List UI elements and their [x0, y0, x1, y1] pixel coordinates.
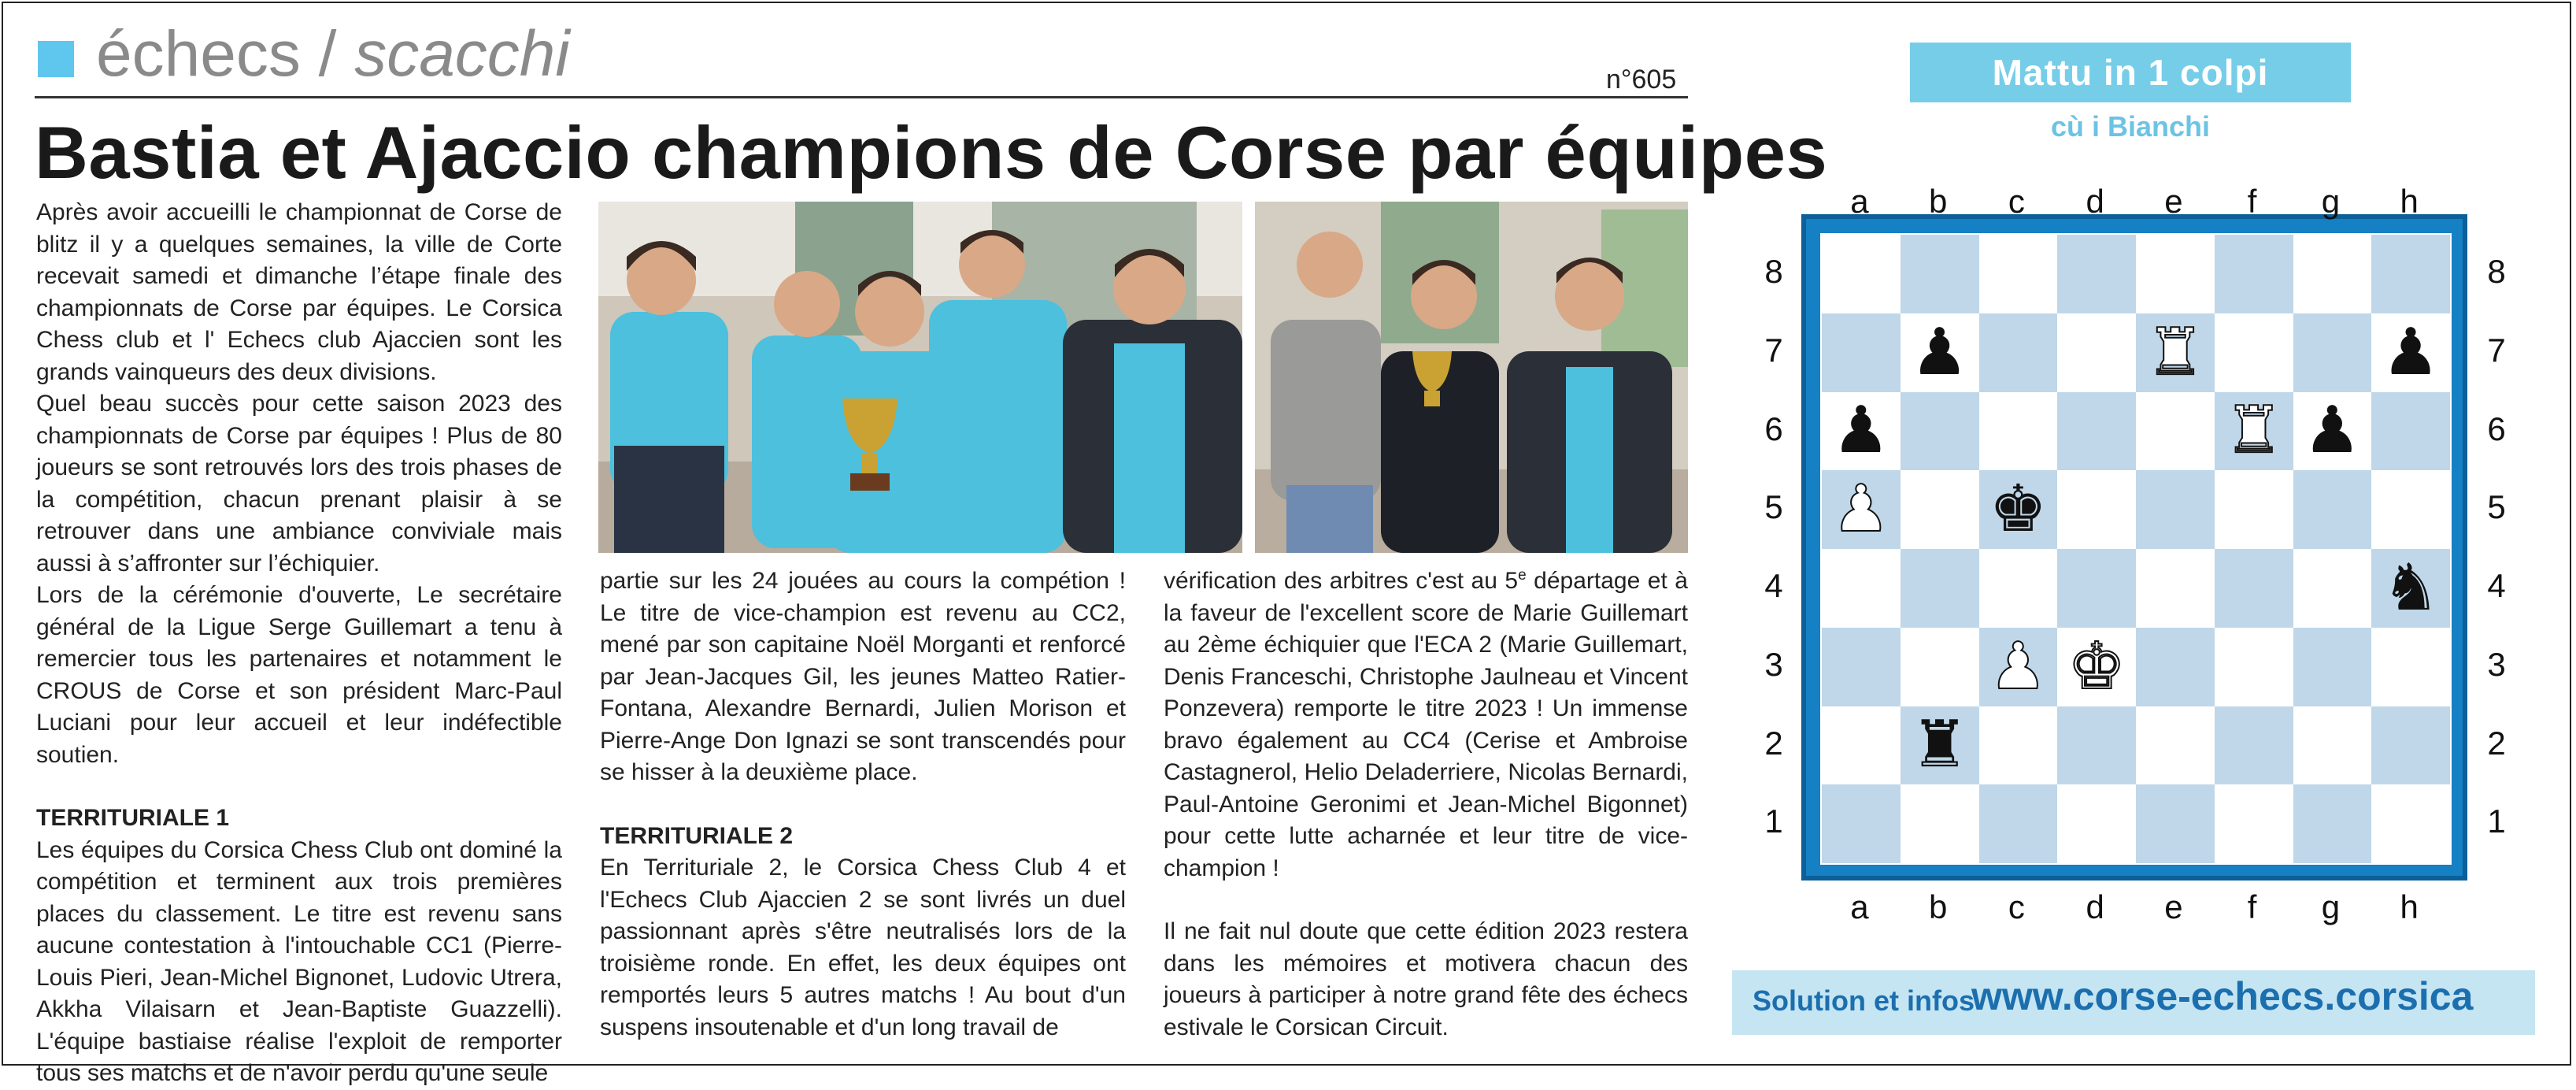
square-b6: [1901, 392, 1979, 471]
black-pawn-icon: ♟: [1832, 393, 1890, 469]
square-f1: [2215, 784, 2293, 863]
square-c3: [1979, 628, 2058, 706]
black-king-icon: ♚: [1989, 472, 2048, 547]
square-c4: [1979, 549, 2058, 628]
file-label-g: g: [2321, 888, 2341, 925]
rank-label-1: 1: [2487, 803, 2506, 840]
square-d8: [2057, 235, 2136, 313]
square-a8: [1822, 235, 1901, 313]
rank-label-7: 7: [1764, 331, 1783, 369]
file-label-a: a: [1850, 183, 1869, 220]
file-label-e: e: [2164, 888, 2183, 925]
paragraph: Il ne fait nul doute que cette édition 2023 restera dans les mémoires et motivera chacun des joueurs à participer à notre grand fête des échecs estivale le Corsican Circuit.: [1164, 918, 1688, 1040]
file-label-d: d: [2086, 183, 2104, 220]
square-c2: [1979, 706, 2058, 785]
white-rook-icon: ♜: [2146, 314, 2204, 390]
square-d1: [2057, 784, 2136, 863]
square-b7: [1901, 313, 1979, 392]
square-f7: [2215, 313, 2293, 392]
file-label-h: h: [2400, 888, 2419, 925]
square-c7: [1979, 313, 2058, 392]
team-photo-right: [1255, 202, 1688, 553]
square-a5: [1822, 470, 1901, 549]
file-label-f: f: [2247, 183, 2257, 220]
file-label-g: g: [2321, 183, 2341, 220]
square-e3: [2136, 628, 2215, 706]
solution-label: Solution et infos: [1752, 984, 1975, 1017]
rank-label-8: 8: [1764, 253, 1783, 290]
rank-label-6: 6: [2487, 410, 2506, 447]
square-d6: [2057, 392, 2136, 471]
article-column-1: [36, 197, 562, 1090]
square-a1: [1822, 784, 1901, 863]
section-marker-square: [38, 41, 74, 77]
square-b8: [1901, 235, 1979, 313]
square-h1: [2371, 784, 2450, 863]
square-a2: [1822, 706, 1901, 785]
square-h3: [2371, 628, 2450, 706]
square-h6: [2371, 392, 2450, 471]
square-h4: [2371, 549, 2450, 628]
rank-label-5: 5: [2487, 488, 2506, 526]
square-c1: [1979, 784, 2058, 863]
chessboard: [1820, 233, 2452, 865]
rank-label-6: 6: [1764, 410, 1783, 447]
square-e7: [2136, 313, 2215, 392]
square-f2: [2215, 706, 2293, 785]
square-g2: [2293, 706, 2372, 785]
paragraph: En Territuriale 2, le Corsica Chess Club 4 et l'Echecs Club Ajaccien 2 se sont livrés un duel passionnant après s'être neutralisés lors de la troisième ronde. En effet, les deux équipes ont remportés leurs 5 autres matchs ! Au bout d'un suspens insoutenable et d'un long travail de: [600, 855, 1126, 1040]
rank-label-1: 1: [1764, 803, 1783, 840]
square-e6: [2136, 392, 2215, 471]
file-label-c: c: [2008, 183, 2025, 220]
square-g1: [2293, 784, 2372, 863]
square-c8: [1979, 235, 2058, 313]
website-link[interactable]: www.corse-echecs.corsica: [1971, 974, 2474, 1018]
rank-label-3: 3: [2487, 645, 2506, 683]
square-d4: [2057, 549, 2136, 628]
file-label-b: b: [1928, 183, 1948, 220]
square-g7: [2293, 313, 2372, 392]
rank-label-2: 2: [1764, 724, 1783, 762]
rank-label-4: 4: [2487, 567, 2506, 604]
square-g8: [2293, 235, 2372, 313]
black-knight-icon: ♞: [2382, 550, 2440, 625]
square-g4: [2293, 549, 2372, 628]
square-a6: [1822, 392, 1901, 471]
headline: Bastia et Ajaccio champions de Corse par équipes: [35, 111, 1828, 194]
article-column-3: [1164, 565, 1688, 1044]
header-rule: [35, 96, 1688, 98]
square-g5: [2293, 470, 2372, 549]
file-label-b: b: [1928, 888, 1948, 925]
square-e4: [2136, 549, 2215, 628]
team-photo-left: [598, 202, 1242, 553]
square-c5: [1979, 470, 2058, 549]
file-label-e: e: [2164, 183, 2183, 220]
square-f3: [2215, 628, 2293, 706]
square-a3: [1822, 628, 1901, 706]
square-e2: [2136, 706, 2215, 785]
square-a4: [1822, 549, 1901, 628]
square-a7: [1822, 313, 1901, 392]
black-pawn-icon: ♟: [1910, 314, 1969, 390]
white-pawn-icon: ♟: [1989, 628, 2048, 704]
square-g6: [2293, 392, 2372, 471]
square-d2: [2057, 706, 2136, 785]
square-h8: [2371, 235, 2450, 313]
square-f6: [2215, 392, 2293, 471]
white-rook-icon: ♜: [2224, 393, 2283, 469]
square-b3: [1901, 628, 1979, 706]
rank-label-3: 3: [1764, 645, 1783, 683]
square-e5: [2136, 470, 2215, 549]
file-label-d: d: [2086, 888, 2104, 925]
square-h5: [2371, 470, 2450, 549]
square-b1: [1901, 784, 1979, 863]
section-title-co: scacchi: [354, 18, 570, 90]
square-h2: [2371, 706, 2450, 785]
square-b5: [1901, 470, 1979, 549]
paragraph: Lors de la cérémonie d'ouverte, Le secrétaire général de la Ligue Serge Guillemart a tenu à remercier tous les partenaires et notamment le CROUS de Corse et son président Marc-Paul Luciani pour leur accueil et leur indéfectible soutien.: [36, 582, 562, 768]
square-f5: [2215, 470, 2293, 549]
rank-label-2: 2: [2487, 724, 2506, 762]
square-e1: [2136, 784, 2215, 863]
square-g3: [2293, 628, 2372, 706]
paragraph: partie sur les 24 jouées au cours la compétion ! Le titre de vice-champion est revenu au CC2, mené par son capitaine Noël Morganti et renforcé par Jean-Jacques Gil, les jeunes Matteo Ratier-Fontana, Alexandre Bernardi, Julien Morison et Pierre-Ange Don Ignazi se sont transcendés pour se hisser à la deuxième place.: [600, 568, 1126, 785]
white-king-icon: ♚: [2067, 628, 2126, 704]
section-title: [96, 18, 570, 90]
square-d5: [2057, 470, 2136, 549]
text-run: départage et à la faveur de l'excellent score de Marie Guillemart au 2ème échiquier que l'ECA 2 (Marie Guillemart, Denis Franceschi, Christophe Jaulneau et Vincent Ponzevera) remporte le titre 2023 ! Un immense bravo également au CC4 (Cerise et Ambroise Castagnerol, Helio Deladerriere, Nicolas Bernardi, Paul-Antoine Geronimi et Jean-Michel Bigonnet) pour cette lutte acharnée et leur titre de vice-champion !: [1164, 568, 1688, 881]
black-pawn-icon: ♟: [2382, 314, 2440, 390]
subheading: TERRITURIALE 1: [36, 805, 230, 831]
paragraph: Quel beau succès pour cette saison 2023 des championnats de Corse par équipes ! Plus de 80 joueurs se sont retrouvés lors des trois phases de la compétition, chacun prenant plaisir à se retrouver dans une ambiance conviviale mais aussi à s’affronter sur l’échiquier.: [36, 391, 562, 577]
square-b4: [1901, 549, 1979, 628]
rank-label-4: 4: [1764, 567, 1783, 604]
rank-label-8: 8: [2487, 253, 2506, 290]
white-pawn-icon: ♟: [1832, 472, 1890, 547]
black-pawn-icon: ♟: [2303, 393, 2362, 469]
subheading: TERRITURIALE 2: [600, 822, 794, 849]
superscript: e: [1518, 567, 1527, 584]
section-title-fr: échecs /: [96, 18, 337, 90]
puzzle-title: Mattu in 1 colpi: [1910, 43, 2351, 102]
rank-label-7: 7: [2487, 331, 2506, 369]
square-b2: [1901, 706, 1979, 785]
square-e8: [2136, 235, 2215, 313]
rank-label-5: 5: [1764, 488, 1783, 526]
black-rook-icon: ♜: [1910, 707, 1969, 783]
file-label-c: c: [2008, 888, 2025, 925]
file-label-h: h: [2400, 183, 2419, 220]
paragraph: [1164, 565, 1688, 884]
text-run: vérification des arbitres c'est au 5: [1164, 568, 1519, 594]
square-c6: [1979, 392, 2058, 471]
file-label-a: a: [1850, 888, 1869, 925]
square-d7: [2057, 313, 2136, 392]
issue-number: n°605: [1606, 65, 1677, 95]
puzzle-subtitle: cù i Bianchi: [2050, 110, 2211, 143]
paragraph: Les équipes du Corsica Chess Club ont dominé la compétition et terminent aux trois premières places du classement. Le titre est revenu sans aucune contestation à l'intouchable CC1 (Pierre-Louis Pieri, Jean-Michel Bignonet, Ludovic Utrera, Akkha Vilaisarn et Jean-Baptiste Guazzelli). L'équipe bastiaise réalise l'exploit de remporter tous ses matchs et de n'avoir perdu qu'une seule: [36, 836, 562, 1086]
paragraph: Après avoir accueilli le championnat de Corse de blitz il y a quelques semaines, la ville de Corte recevait samedi et dimanche l’étape finale des championnats de Corse par équipes. Le Corsica Chess club et l' Echecs club Ajaccien sont les grands vainqueurs des deux divisions.: [36, 199, 562, 385]
square-d3: [2057, 628, 2136, 706]
article-column-2: [600, 565, 1126, 1044]
square-f8: [2215, 235, 2293, 313]
square-f4: [2215, 549, 2293, 628]
file-label-f: f: [2247, 888, 2257, 925]
square-h7: [2371, 313, 2450, 392]
